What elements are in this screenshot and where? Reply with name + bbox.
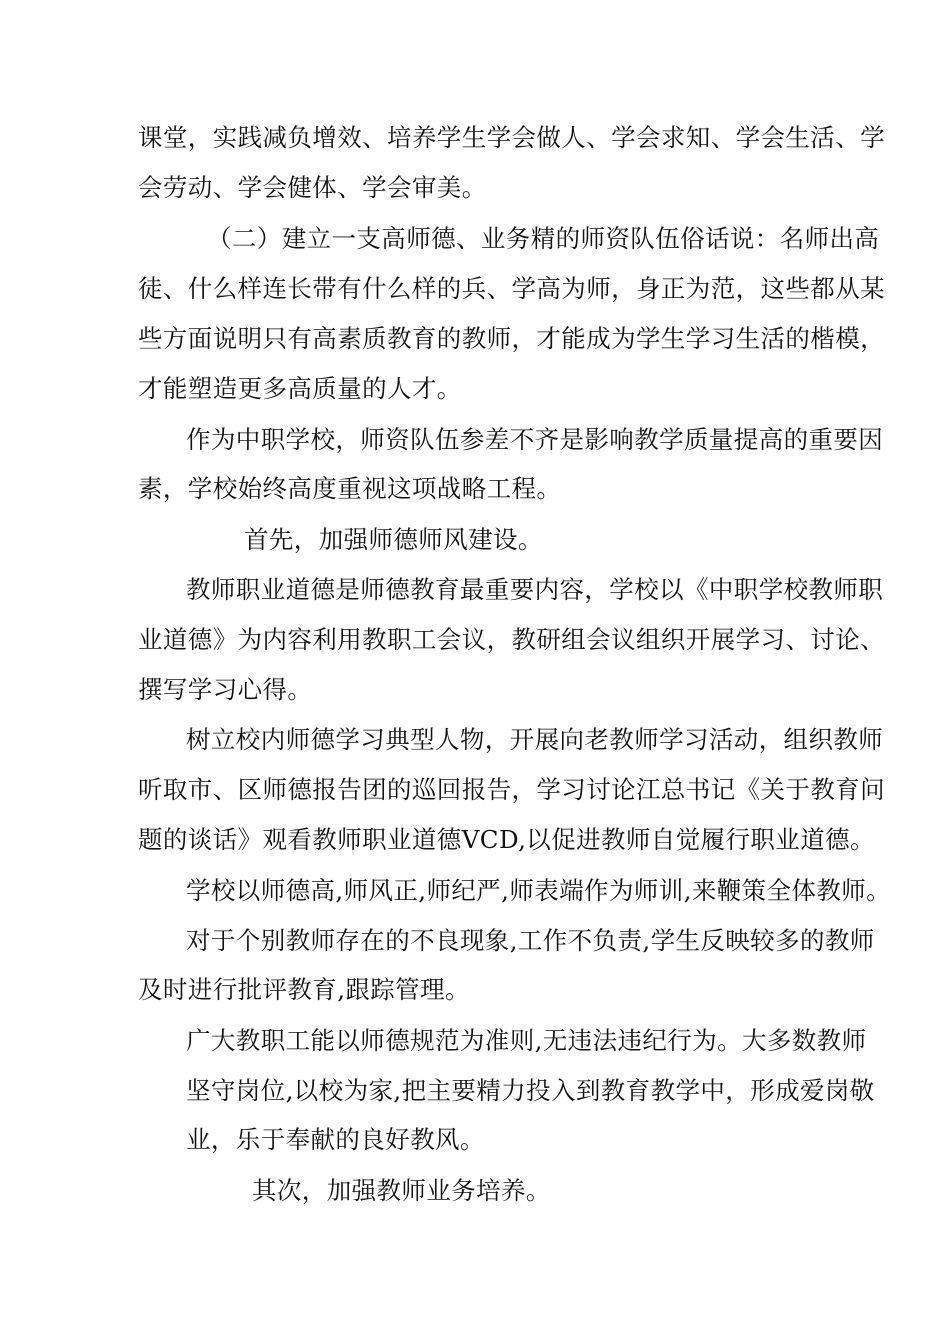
text-line: 题的谈话》观看教师职业道德VCD,以促进教师自觉履行职业道德。 — [138, 825, 875, 854]
text-line: 学校以师德高,师风正,师纪严,师表端作为师训,来鞭策全体教师。 — [186, 876, 892, 905]
text-line: 教师职业道德是师德教育最重要内容，学校以《中职学校教师职 — [186, 575, 884, 604]
text-line: 素，学校始终高度重视这项战略工程。 — [138, 474, 562, 503]
text-line: 业，乐于奉献的良好教风。 — [186, 1125, 485, 1154]
text-line: 些方面说明只有高素质教育的教师，才能成为学生学习生活的楷模， — [138, 324, 885, 353]
text-line: 对于个别教师存在的不良现象,工作不负责,学生反映较多的教师 — [186, 926, 875, 955]
text-line: 听取市、区师德报告团的巡回报告，学习讨论江总书记《关于教育问 — [138, 775, 885, 804]
text-line: 会劳动、学会健体、学会审美。 — [138, 173, 487, 202]
text-line: 首先，加强师德师风建设。 — [244, 525, 543, 554]
text-line: 作为中职学校，师资队伍参差不齐是影响教学质量提高的重要因 — [186, 425, 884, 454]
text-line: 树立校内师德学习典型人物，开展向老教师学习活动，组织教师 — [186, 725, 884, 754]
text-line: 广大教职工能以师德规范为准则,无违法违纪行为。大多数教师 — [186, 1026, 867, 1055]
text-line: 业道德》为内容利用教职工会议，教研组会议组织开展学习、讨论、 — [138, 625, 885, 654]
text-line: 撰写学习心得。 — [138, 675, 313, 704]
text-line: 其次，加强教师业务培养。 — [252, 1176, 551, 1205]
text-line: 课堂，实践减负增效、培养学生学会做人、学会求知、学会生活、学 — [138, 123, 885, 152]
text-line: 及时进行批评教育,跟踪管理。 — [138, 975, 470, 1004]
text-line: （二）建立一支高师德、业务精的师资队伍俗话说：名师出高 — [207, 224, 880, 253]
text-line: 坚守岗位,以校为家,把主要精力投入到教育教学中，形成爱岗敬 — [186, 1076, 875, 1105]
text-line: 才能塑造更多高质量的人才。 — [138, 374, 462, 403]
text-line: 徒、什么样连长带有什么样的兵、学高为师，身正为范，这些都从某 — [138, 274, 885, 303]
